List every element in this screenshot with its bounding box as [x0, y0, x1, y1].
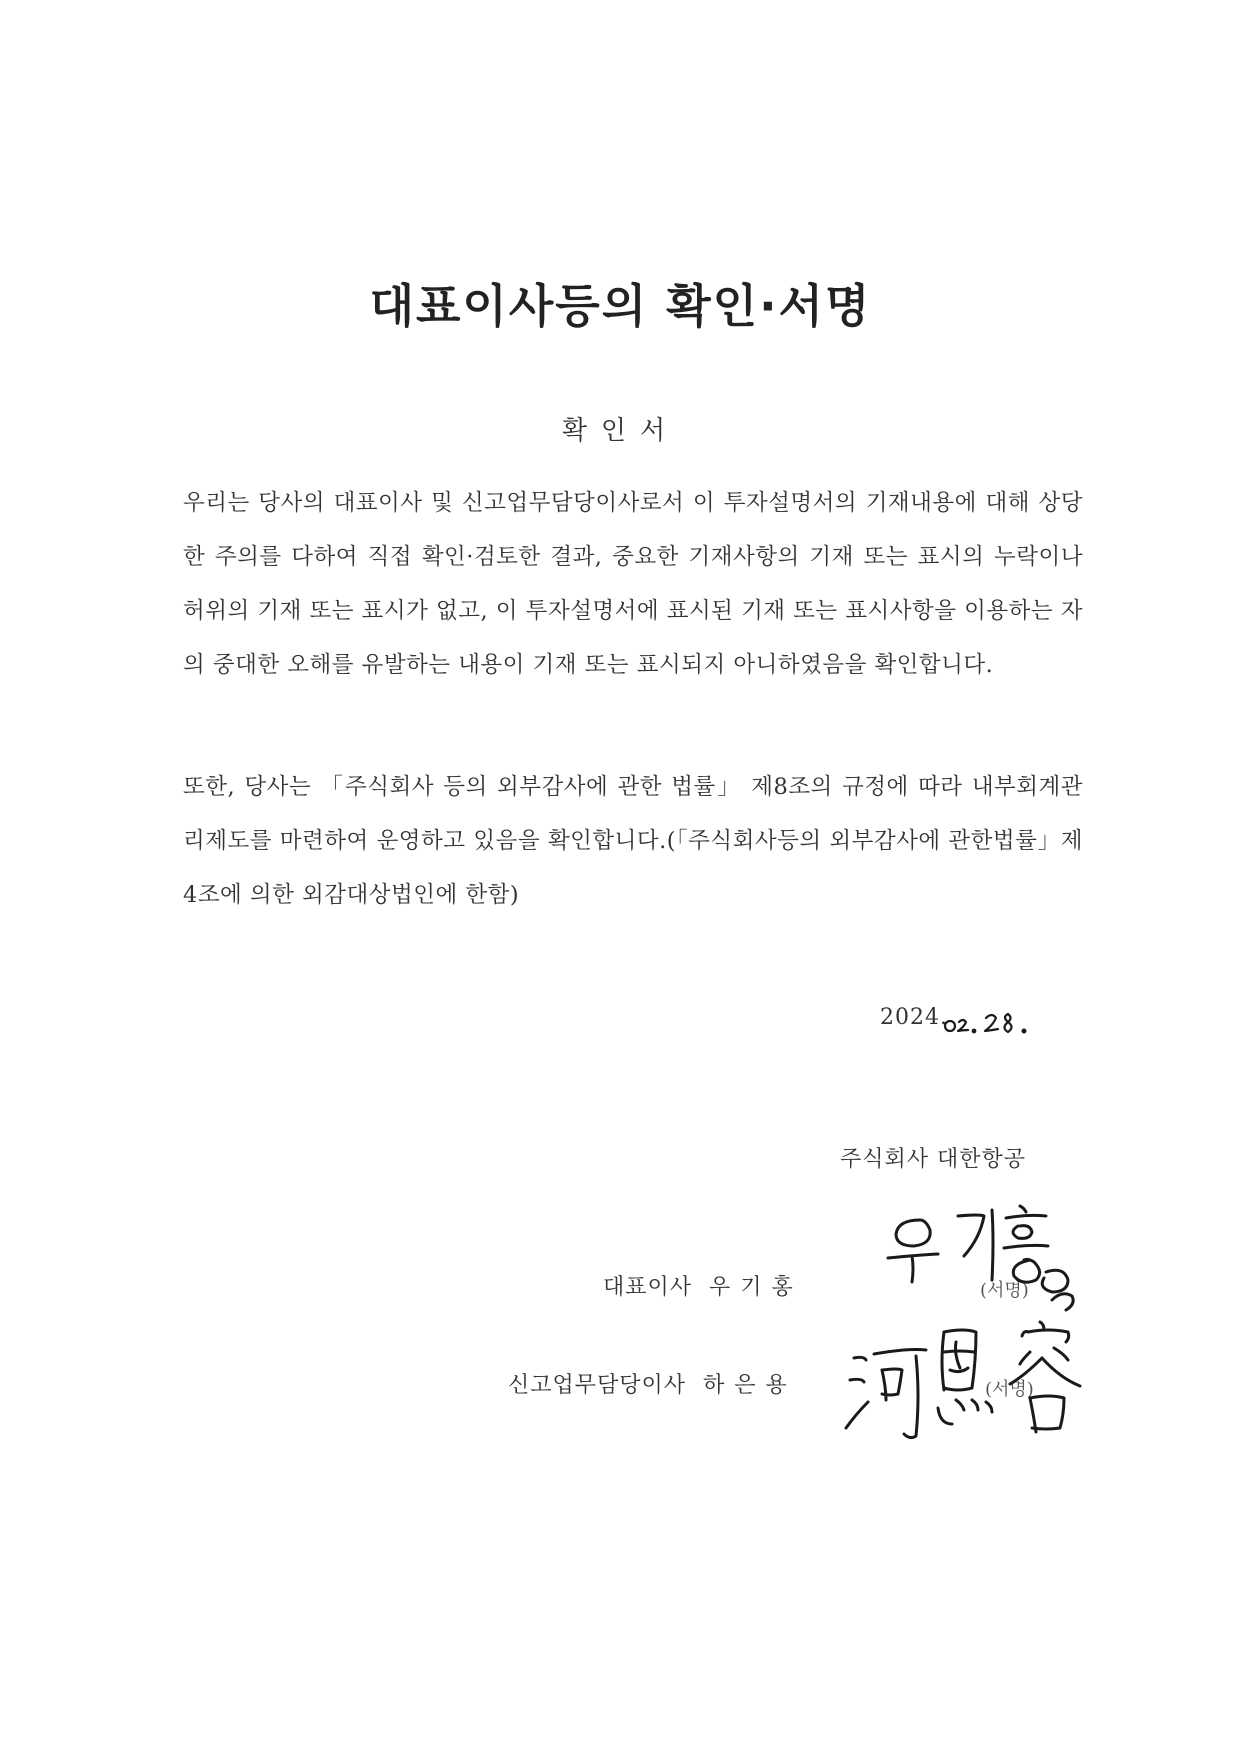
signer-role: 신고업무담당이사 [508, 1373, 687, 1398]
signer-ceo [603, 1270, 803, 1301]
confirmation-paragraph-1: 우리는 당사의 대표이사 및 신고업무담당이사로서 이 투자설명서의 기재내용에 대해 상당한 주의를 다하여 직접 확인·검토한 결과, 중요한 기재사항의 기재 또는 표시의 누락이나 허위의 기재 또는 표시가 없고, 이 투자설명서에 표시된 기재 또는 표시사항을 이용하는 자의 중대한 오해를 유발하는 내용이 기재 또는 표시되지 아니하였음을 확인합니다. [183, 490, 1083, 678]
signer-cfo [508, 1368, 797, 1399]
signer-role: 대표이사 [603, 1275, 693, 1300]
seal-note: (서명) [980, 1280, 1029, 1301]
confirmation-paragraph-2: 또한, 당사는 「주식회사 등의 외부감사에 관한 법률」 제8조의 규정에 따라 내부회계관리제도를 마련하여 운영하고 있음을 확인합니다.(「주식회사등의 외부감사에 관한법률」제4조에 의한 외감대상법인에 한함) [183, 774, 1083, 908]
seal-note: (서명) [985, 1379, 1034, 1400]
document-subtitle: 확인서 [561, 416, 680, 446]
date-printed: 2024. [880, 1005, 948, 1030]
handwritten-date [940, 1004, 1040, 1040]
signer-name: 하은용 [703, 1373, 797, 1398]
signer-name: 우기홍 [709, 1275, 803, 1300]
cfo-signature [840, 1318, 1100, 1448]
page-title: 대표이사등의 확인·서명 [369, 279, 872, 333]
document-date [880, 1005, 948, 1030]
company-name: 주식회사 대한항공 [840, 1147, 1027, 1172]
